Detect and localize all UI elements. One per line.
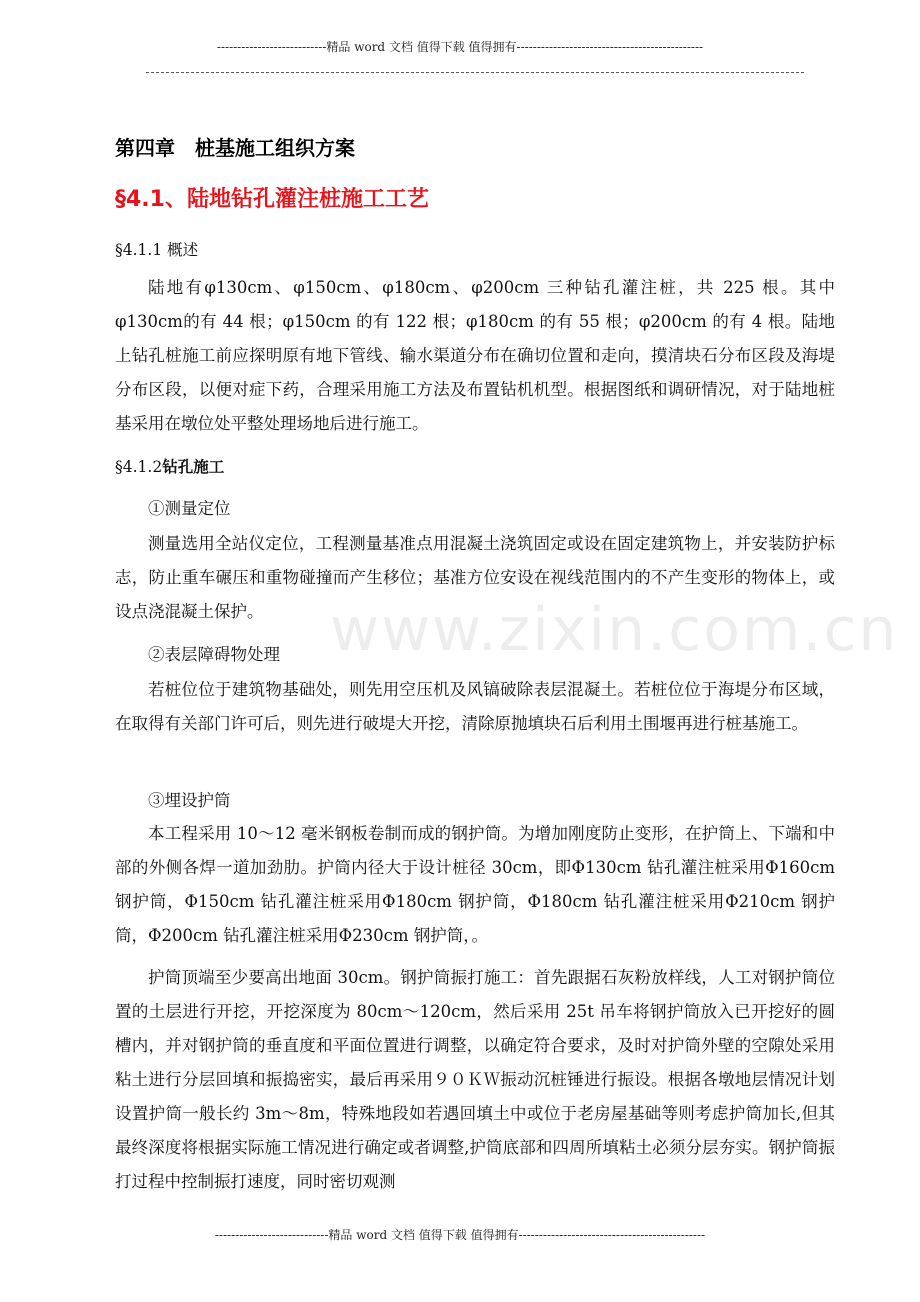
item-survey-title: ①测量定位 <box>148 499 231 518</box>
page-footer: ----------------------------精品 word 文档 值得下载 值得拥有---------------------------------------------- <box>214 1228 706 1242</box>
section-title: §4.1、陆地钻孔灌注桩施工工艺 <box>115 187 429 212</box>
subsection-number: §4.1.2 <box>115 458 163 476</box>
item-survey-paragraph <box>115 527 835 629</box>
header-divider <box>146 72 804 73</box>
overview-text: 陆地有φ130cm、φ150cm、φ180cm、φ200cm 三种钻孔灌注桩，共 225 根。其中φ130cm的有 44 根；φ150cm 的有 122 根；φ180cm 的有 55 根；φ200cm 的有 4 根。陆地上钻孔桩施工前应探明原有地下管线、输水渠道分布在确切位置和走向，摸清块石分布区段及海堤分布区段，以便对症下药，合理采用施工方法及布置钻机机型。根据图纸和调研情况，对于陆地桩基采用在墩位处平整处理场地后进行施工。 <box>115 278 835 433</box>
page-header: ---------------------------精品 word 文档 值得下载 值得拥有---------------------------------------------- <box>216 40 704 54</box>
item-obstacle-text: 若桩位位于建筑物基础处，则先用空压机及风镐破除表层混凝土。若桩位位于海堤分布区域，在取得有关部门许可后，则先进行破堤大开挖，清除原抛填块石后利用土围堰再进行桩基施工。 <box>115 680 835 733</box>
item-casing-title: ③埋设护筒 <box>148 791 231 810</box>
subsection-title: 钻孔施工 <box>162 458 225 476</box>
chapter-title: 第四章 桩基施工组织方案 <box>115 136 355 160</box>
subsection-heading-4-1-1: §4.1.1 概述 <box>115 241 199 259</box>
watermark: www.zixin.com.cn <box>330 595 899 665</box>
item-casing-paragraph-1 <box>115 817 835 953</box>
subsection-heading-4-1-2 <box>115 455 224 477</box>
item-obstacle-paragraph <box>115 673 835 741</box>
item-casing-text-1: 本工程采用 10～12 毫米钢板卷制而成的钢护筒。为增加刚度防止变形，在护筒上、下端和中部的外侧各焊一道加劲肋。护筒内径大于设计桩径 30cm，即Φ130cm 钻孔灌注桩采用Φ160cm 钢护筒，Φ150cm 钻孔灌注桩采用Φ180cm 钢护筒，Φ180cm 钻孔灌注桩采用Φ210cm 钢护筒，Φ200cm 钻孔灌注桩采用Φ230cm 钢护筒，。 <box>115 824 835 945</box>
overview-paragraph <box>115 271 835 441</box>
item-survey-text: 测量选用全站仪定位，工程测量基准点用混凝土浇筑固定或设在固定建筑物上，并安装防护标志，防止重车碾压和重物碰撞而产生移位；基准方位安设在视线范围内的不产生变形的物体上，或设点浇混凝土保护。 <box>115 534 835 621</box>
item-obstacle-title: ②表层障碍物处理 <box>148 645 280 664</box>
item-casing-text-2: 护筒顶端至少要高出地面 30cm。钢护筒振打施工：首先跟据石灰粉放样线，人工对钢护筒位置的土层进行开挖，开挖深度为 80cm～120cm，然后采用 25t 吊车将钢护筒放入已开挖好的圆槽内，并对钢护筒的垂直度和平面位置进行调整，以确定符合要求，及时对护筒外壁的空隙处采用粘土进行分层回填和振捣密实，最后再采用９０ＫＷ振动沉桩锤进行振设。根据各墩地层情况计划设置护筒一般长约 3m～8m，特殊地段如若遇回填土中或位于老房屋基础等则考虑护筒加长,但其最终深度将根据实际施工情况进行确定或者调整,护筒底部和四周所填粘土必须分层夯实。钢护筒振打过程中控制振打速度，同时密切观测 <box>115 968 835 1191</box>
item-casing-paragraph-2 <box>115 961 835 1199</box>
